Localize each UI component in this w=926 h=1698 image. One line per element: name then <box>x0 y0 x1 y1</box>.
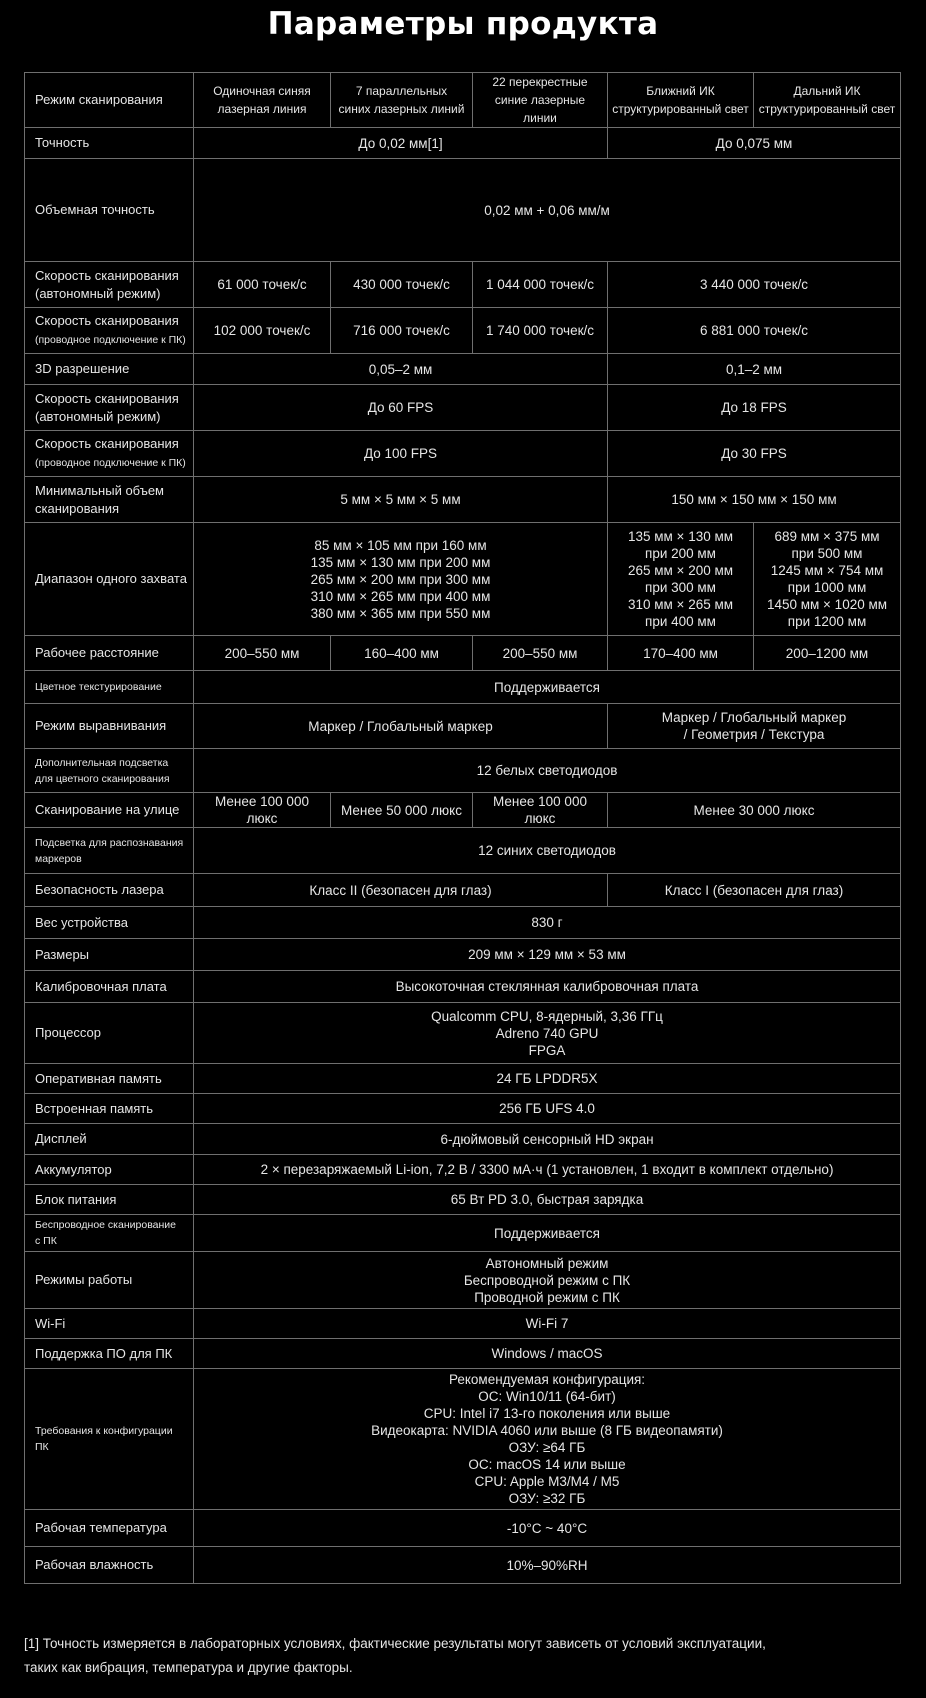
row-label <box>25 793 194 828</box>
table-row <box>25 1155 901 1185</box>
row-label-text: Скорость сканирования <box>35 313 179 328</box>
table-cell: Высокоточная стеклянная калибровочная плата <box>194 971 901 1003</box>
table-row <box>25 907 901 939</box>
row-label-text: Рабочее расстояние <box>35 645 159 660</box>
table-cell: До 100 FPS <box>194 431 608 477</box>
row-label-text: Wi-Fi <box>35 1315 66 1331</box>
table-cell: Рекомендуемая конфигурация: ОС: Win10/11 (64-бит) CPU: Intel i7 13-го поколения или выше Видеокарта: NVIDIA 4060 или выше (8 ГБ видеопамяти) ОЗУ: ≥64 ГБ ОС: macOS 14 или выше CPU: Apple M3/M4 / M5 ОЗУ: ≥32 ГБ <box>194 1369 901 1510</box>
spec-table <box>24 72 901 1584</box>
table-row <box>25 793 901 828</box>
table-row <box>25 671 901 704</box>
table-cell: 0,1–2 мм <box>608 354 901 385</box>
row-label-text: Минимальный объем сканирования <box>35 482 164 516</box>
row-label <box>25 636 194 671</box>
table-cell: 12 белых светодиодов <box>194 749 901 793</box>
table-cell: 5 мм × 5 мм × 5 мм <box>194 477 608 523</box>
table-row <box>25 636 901 671</box>
table-cell: 61 000 точек/с <box>194 262 331 308</box>
table-cell: Класс I (безопасен для глаз) <box>608 874 901 907</box>
table-cell: 6 881 000 точек/с <box>608 308 901 354</box>
table-cell: 6-дюймовый сенсорный HD экран <box>194 1124 901 1155</box>
table-cell: 135 мм × 130 мм при 200 мм 265 мм × 200 мм при 300 мм 310 мм × 265 мм при 400 мм <box>608 523 754 636</box>
row-label-text: Оперативная память <box>35 1070 162 1086</box>
table-cell: Поддерживается <box>194 1215 901 1252</box>
row-label-text: 3D разрешение <box>35 361 130 376</box>
row-label-text: Объемная точность <box>35 202 155 217</box>
table-row <box>25 704 901 749</box>
row-label <box>25 1215 194 1252</box>
table-cell: Автономный режим Беспроводной режим с ПК Проводной режим с ПК <box>194 1252 901 1309</box>
table-header-row <box>25 73 901 128</box>
table-cell: Qualcomm CPU, 8-ядерный, 3,36 ГГц Adreno 740 GPU FPGA <box>194 1003 901 1064</box>
row-label-text: Дополнительная подсветка для цветного сканирования <box>35 756 170 785</box>
row-label <box>25 1252 194 1309</box>
row-label-text: Скорость сканирования (автономный режим) <box>35 390 179 424</box>
row-label <box>25 477 194 523</box>
row-label-text: Безопасность лазера <box>35 882 164 897</box>
row-label <box>25 828 194 874</box>
row-label-text: Сканирование на улице <box>35 802 180 817</box>
table-cell: До 0,02 мм[1] <box>194 128 608 159</box>
row-label-text: Цветное текстурирование <box>35 681 162 693</box>
table-row <box>25 354 901 385</box>
table-cell: Менее 100 000 люкс <box>473 793 608 828</box>
row-label-text: Дисплей <box>35 1131 87 1146</box>
row-label <box>25 1064 194 1094</box>
table-row <box>25 385 901 431</box>
row-label <box>25 907 194 939</box>
table-cell: 24 ГБ LPDDR5X <box>194 1064 901 1094</box>
table-row <box>25 1309 901 1339</box>
table-cell: 1 740 000 точек/с <box>473 308 608 354</box>
row-label-text: Требования к конфигурации ПК <box>35 1425 173 1453</box>
row-label-text: Аккумулятор <box>35 1161 112 1177</box>
table-cell: 102 000 точек/с <box>194 308 331 354</box>
row-label <box>25 262 194 308</box>
page-title: Параметры продукта <box>267 6 659 42</box>
table-cell: До 0,075 мм <box>608 128 901 159</box>
row-label <box>25 1124 194 1155</box>
table-cell: 10%–90%RH <box>194 1547 901 1584</box>
row-label <box>25 671 194 704</box>
table-cell: 160–400 мм <box>331 636 473 671</box>
table-cell: 3 440 000 точек/с <box>608 262 901 308</box>
row-label <box>25 1547 194 1584</box>
table-cell: 716 000 точек/с <box>331 308 473 354</box>
table-row <box>25 159 901 262</box>
row-label <box>25 1369 194 1510</box>
table-cell: 256 ГБ UFS 4.0 <box>194 1094 901 1124</box>
table-cell: 85 мм × 105 мм при 160 мм 135 мм × 130 мм при 200 мм 265 мм × 200 мм при 300 мм 310 мм × 265 мм при 400 мм 380 мм × 365 мм при 550 мм <box>194 523 608 636</box>
table-cell: 830 г <box>194 907 901 939</box>
row-label <box>25 1510 194 1547</box>
table-row <box>25 262 901 308</box>
table-cell: Класс II (безопасен для глаз) <box>194 874 608 907</box>
row-label-text: Встроенная память <box>35 1100 154 1116</box>
table-cell: 209 мм × 129 мм × 53 мм <box>194 939 901 971</box>
table-cell: Менее 50 000 люкс <box>331 793 473 828</box>
row-label <box>25 971 194 1003</box>
row-label-text: Вес устройства <box>35 914 128 930</box>
row-label <box>25 128 194 159</box>
row-label <box>25 749 194 793</box>
table-row <box>25 971 901 1003</box>
table-cell: 200–550 мм <box>473 636 608 671</box>
row-label-text: Поддержка ПО для ПК <box>35 1345 173 1361</box>
table-row <box>25 1369 901 1510</box>
table-cell: Поддерживается <box>194 671 901 704</box>
table-cell: До 18 FPS <box>608 385 901 431</box>
row-label-text: Режимы работы <box>35 1272 133 1287</box>
table-row <box>25 431 901 477</box>
row-label <box>25 1339 194 1369</box>
table-cell: 2 × перезаряжаемый Li-ion, 7,2 В / 3300 мА·ч (1 установлен, 1 входит в комплект отдельно) <box>194 1155 901 1185</box>
row-label <box>25 1309 194 1339</box>
row-label <box>25 385 194 431</box>
table-cell: Wi-Fi 7 <box>194 1309 901 1339</box>
table-cell: Маркер / Глобальный маркер / Геометрия / Текстура <box>608 704 901 749</box>
row-label-text: Подсветка для распознавания маркеров <box>35 836 184 865</box>
row-label-text: Блок питания <box>35 1191 117 1207</box>
row-label: Режим сканирования <box>25 73 194 128</box>
table-row <box>25 874 901 907</box>
table-row <box>25 749 901 793</box>
row-label-text: Скорость сканирования <box>35 436 179 451</box>
row-label-text: Скорость сканирования (автономный режим) <box>35 267 179 301</box>
row-label-text: Диапазон одного захвата <box>35 571 187 586</box>
table-cell: Windows / macOS <box>194 1339 901 1369</box>
row-label <box>25 1155 194 1185</box>
table-row <box>25 1003 901 1064</box>
row-label-text: Процессор <box>35 1025 101 1040</box>
table-cell: 150 мм × 150 мм × 150 мм <box>608 477 901 523</box>
table-cell: 65 Вт PD 3.0, быстрая зарядка <box>194 1185 901 1215</box>
table-row <box>25 308 901 354</box>
table-cell: 1 044 000 точек/с <box>473 262 608 308</box>
table-cell: 689 мм × 375 мм при 500 мм 1245 мм × 754 мм при 1000 мм 1450 мм × 1020 мм при 1200 мм <box>754 523 901 636</box>
table-cell: 200–1200 мм <box>754 636 901 671</box>
row-label <box>25 874 194 907</box>
table-row <box>25 523 901 636</box>
row-label-text: Беспроводное сканирование с ПК <box>35 1219 176 1247</box>
table-cell: Менее 30 000 люкс <box>608 793 901 828</box>
column-header: 22 перекрестные синие лазерные линии <box>473 73 608 128</box>
row-label <box>25 1003 194 1064</box>
column-header: 7 параллельных синих лазерных линий <box>331 73 473 128</box>
row-label <box>25 354 194 385</box>
row-label-text: Калибровочная плата <box>35 978 167 994</box>
row-label-text: Точность <box>35 135 90 150</box>
table-row <box>25 1124 901 1155</box>
column-header: Дальний ИК структурированный свет <box>754 73 901 128</box>
row-label <box>25 1094 194 1124</box>
table-cell: Маркер / Глобальный маркер <box>194 704 608 749</box>
table-row <box>25 828 901 874</box>
row-label-note: (проводное подключение к ПК) <box>35 334 186 346</box>
row-label <box>25 431 194 477</box>
table-cell: 12 синих светодиодов <box>194 828 901 874</box>
table-cell: 430 000 точек/с <box>331 262 473 308</box>
row-label-text: Рабочая влажность <box>35 1557 154 1572</box>
footnote: [1] Точность измеряется в лабораторных условиях, фактические результаты могут зависеть от условий эксплуатации, таких как вибрация, температура и другие факторы. <box>24 1636 766 1675</box>
row-label <box>25 523 194 636</box>
table-row <box>25 1510 901 1547</box>
row-label-text: Рабочая температура <box>35 1520 167 1535</box>
table-cell: Менее 100 000 люкс <box>194 793 331 828</box>
table-row <box>25 1547 901 1584</box>
table-cell: До 60 FPS <box>194 385 608 431</box>
row-label <box>25 159 194 262</box>
row-label <box>25 308 194 354</box>
table-cell: 0,05–2 мм <box>194 354 608 385</box>
table-cell: 0,02 мм + 0,06 мм/м <box>194 159 901 262</box>
table-row <box>25 939 901 971</box>
table-row <box>25 477 901 523</box>
table-cell: -10°C ~ 40°C <box>194 1510 901 1547</box>
row-label-text: Режим выравнивания <box>35 718 167 733</box>
table-row <box>25 1339 901 1369</box>
row-label-text: Размеры <box>35 946 90 962</box>
table-row <box>25 1064 901 1094</box>
table-cell: 200–550 мм <box>194 636 331 671</box>
table-row <box>25 128 901 159</box>
column-header: Одиночная синяя лазерная линия <box>194 73 331 128</box>
column-header: Ближний ИК структурированный свет <box>608 73 754 128</box>
table-row <box>25 1215 901 1252</box>
table-cell: До 30 FPS <box>608 431 901 477</box>
row-label <box>25 1185 194 1215</box>
table-row <box>25 1185 901 1215</box>
table-row <box>25 1252 901 1309</box>
table-row <box>25 1094 901 1124</box>
table-cell: 170–400 мм <box>608 636 754 671</box>
row-label-note: (проводное подключение к ПК) <box>35 457 186 469</box>
row-label <box>25 939 194 971</box>
row-label <box>25 704 194 749</box>
